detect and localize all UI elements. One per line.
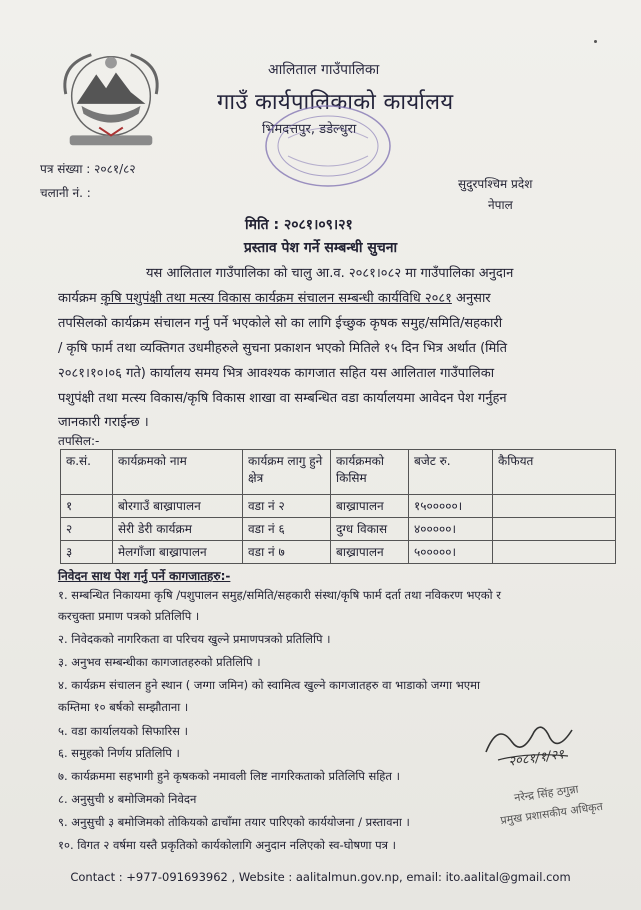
col-header-type: कार्यक्रमको किसिम (331, 450, 409, 495)
doc-item: १०. विगत २ वर्षमा यस्तै प्रकृतिको कार्यकोलागि अनुदान नलिएको स्व-घोषणा पत्र । (58, 838, 396, 852)
cell-program: सेरी डेरी कार्यक्रम (113, 518, 243, 541)
office-seal-stamp (258, 98, 398, 194)
cell-area: वडा नं २ (243, 495, 331, 518)
body-line-2-suffix: अनुसार (451, 291, 491, 306)
doc-item: ३. अनुभव सम्बन्धीका कागजातहरुको प्रतिलिपि । (58, 655, 261, 669)
notice-subject: प्रस्ताव पेश गर्ने सम्बन्धी सुचना (243, 240, 398, 256)
body-line-3: तपसिलको कार्यक्रम संचालन गर्नु पर्ने भएकोले सो का लागि ईच्छुक कृषक समुह/समिति/सहकारी (58, 316, 503, 331)
body-line-5: २०८१।१०।०६ गते) कार्यालय समय भित्र आवश्यक कागजात सहित यस आलिताल गाउँपालिका (58, 366, 495, 381)
doc-item: ७. कार्यक्रममा सहभागी हुने कृषकको नमावली लिष्ट नागरिकताको प्रतिलिपि सहित । (58, 769, 400, 783)
body-line-7: जानकारी गराईन्छ । (58, 415, 149, 430)
doc-item: २. निवेदकको नागरिकता वा परिचय खुल्ने प्रमाणपत्रको प्रतिलिपि । (58, 632, 331, 646)
doc-item: ९. अनुसुची ३ बमोजिमको तोकियको ढाचाँमा तयार पारिएको कार्ययोजना / प्रस्तावना । (58, 815, 410, 829)
body-line-6: पशुपंक्षी तथा मत्स्य विकास/कृषि विकास शाखा वा सम्बन्धित वडा कार्यालयमा आवेदन पेश गर्नुहन (58, 391, 507, 406)
doc-item: १. सम्बन्धित निकायमा कृषि /पशुपालन समुह/समिति/सहकारी संस्था/कृषि फार्म दर्ता तथा नविकरण भएको र (58, 588, 501, 602)
body-line-2-prefix: कार्यक्रम (58, 291, 101, 306)
doc-item: करचुक्ता प्रमाण पत्रको प्रतिलिपि । (58, 609, 200, 623)
dispatch-number: चलानी नं. : (40, 186, 91, 200)
details-label: तपसिल:- (58, 434, 100, 448)
guideline-name: कृषि पशुपंक्षी तथा मत्स्य विकास कार्यक्रम संचालन सम्बन्धी कार्यविधि २०८१ (100, 291, 452, 306)
table-row (61, 495, 616, 518)
contact-footer: Contact : +977-091693962 , Website : aalitalmun.gov.np, email: ito.aalital@gmail.com (70, 870, 571, 884)
office-name: गाउँ कार्यपालिकाको कार्यालय (217, 90, 454, 115)
office-address: भिमदत्तपुर, डडेल्धुरा (262, 122, 357, 137)
notice-date: मिति : २०८१।०९।२१ (245, 217, 353, 233)
doc-item: कम्तिमा १० बर्षको सम्झौताना । (58, 700, 189, 714)
table-row (61, 518, 616, 541)
cell-sn: १ (61, 495, 113, 518)
page-speck (594, 40, 597, 43)
cell-area: वडा नं ६ (243, 518, 331, 541)
cell-program: बोरगाउँ बाख्रापालन (113, 495, 243, 518)
signatory-title: प्रमुख प्रशासकीय अधिकृत (499, 799, 604, 828)
cell-program: मेलगाँजा बाख्रापालन (113, 541, 243, 564)
nepal-emblem-icon (52, 44, 170, 156)
body-line-4: / कृषि फार्म तथा व्यक्तिगत उधमीहरुले सुचना प्रकाशन भएको मितिले १५ दिन भित्र अर्थात (मिति (58, 341, 508, 356)
cell-budget: ५०००००। (409, 541, 493, 564)
doc-item: ५. वडा कार्यालयको सिफारिस । (58, 724, 188, 738)
col-header-program: कार्यक्रमको नाम (113, 450, 243, 495)
body-line-1: यस आलिताल गाउँपालिका को चालु आ.व. २०८१।०८२ मा गाउँपालिका अनुदान (146, 266, 514, 281)
cell-remarks (493, 495, 616, 518)
table-row (61, 541, 616, 564)
program-table (60, 449, 616, 564)
cell-remarks (493, 518, 616, 541)
cell-type: बाख्रापालन (331, 495, 409, 518)
col-header-remarks: कैफियत (493, 450, 616, 495)
signature-date: २०८१/१/२१ (507, 747, 566, 770)
doc-item: ६. समुहको निर्णय प्रतिलिपि । (58, 746, 180, 760)
cell-sn: ३ (61, 541, 113, 564)
cell-sn: २ (61, 518, 113, 541)
country-name: नेपाल (488, 198, 513, 212)
cell-budget: ४०००००। (409, 518, 493, 541)
cell-type: बाख्रापालन (331, 541, 409, 564)
signatory-name: नरेन्द्र सिंह ठगुन्ना (513, 782, 580, 805)
letter-number: पत्र संख्या : २०८१/८२ (40, 162, 136, 176)
doc-item: ४. कार्यक्रम संचालन हुने स्थान ( जग्गा जमिन) को स्वामित्व खुल्ने कागजातहरु वा भाडाको जग्गा भएमा (58, 678, 481, 692)
cell-area: वडा नं ७ (243, 541, 331, 564)
doc-item: ८. अनुसुची ४ बमोजिमको निवेदन (58, 792, 197, 806)
col-header-area: कार्यक्रम लागु हुने क्षेत्र (243, 450, 331, 495)
required-documents-title: निवेदन साथ पेश गर्नु पर्ने कागजातहरु:- (58, 569, 231, 583)
col-header-budget: बजेट रु. (409, 450, 493, 495)
cell-remarks (493, 541, 616, 564)
body-line-2 (58, 288, 491, 306)
col-header-sn: क.सं. (61, 450, 113, 495)
province-name: सुदुरपश्चिम प्रदेश (458, 177, 533, 191)
cell-type: दुग्ध विकास (331, 518, 409, 541)
municipality-name: आलिताल गाउँपालिका (268, 62, 380, 78)
cell-budget: १५०००००। (409, 495, 493, 518)
table-header-row (61, 450, 616, 495)
